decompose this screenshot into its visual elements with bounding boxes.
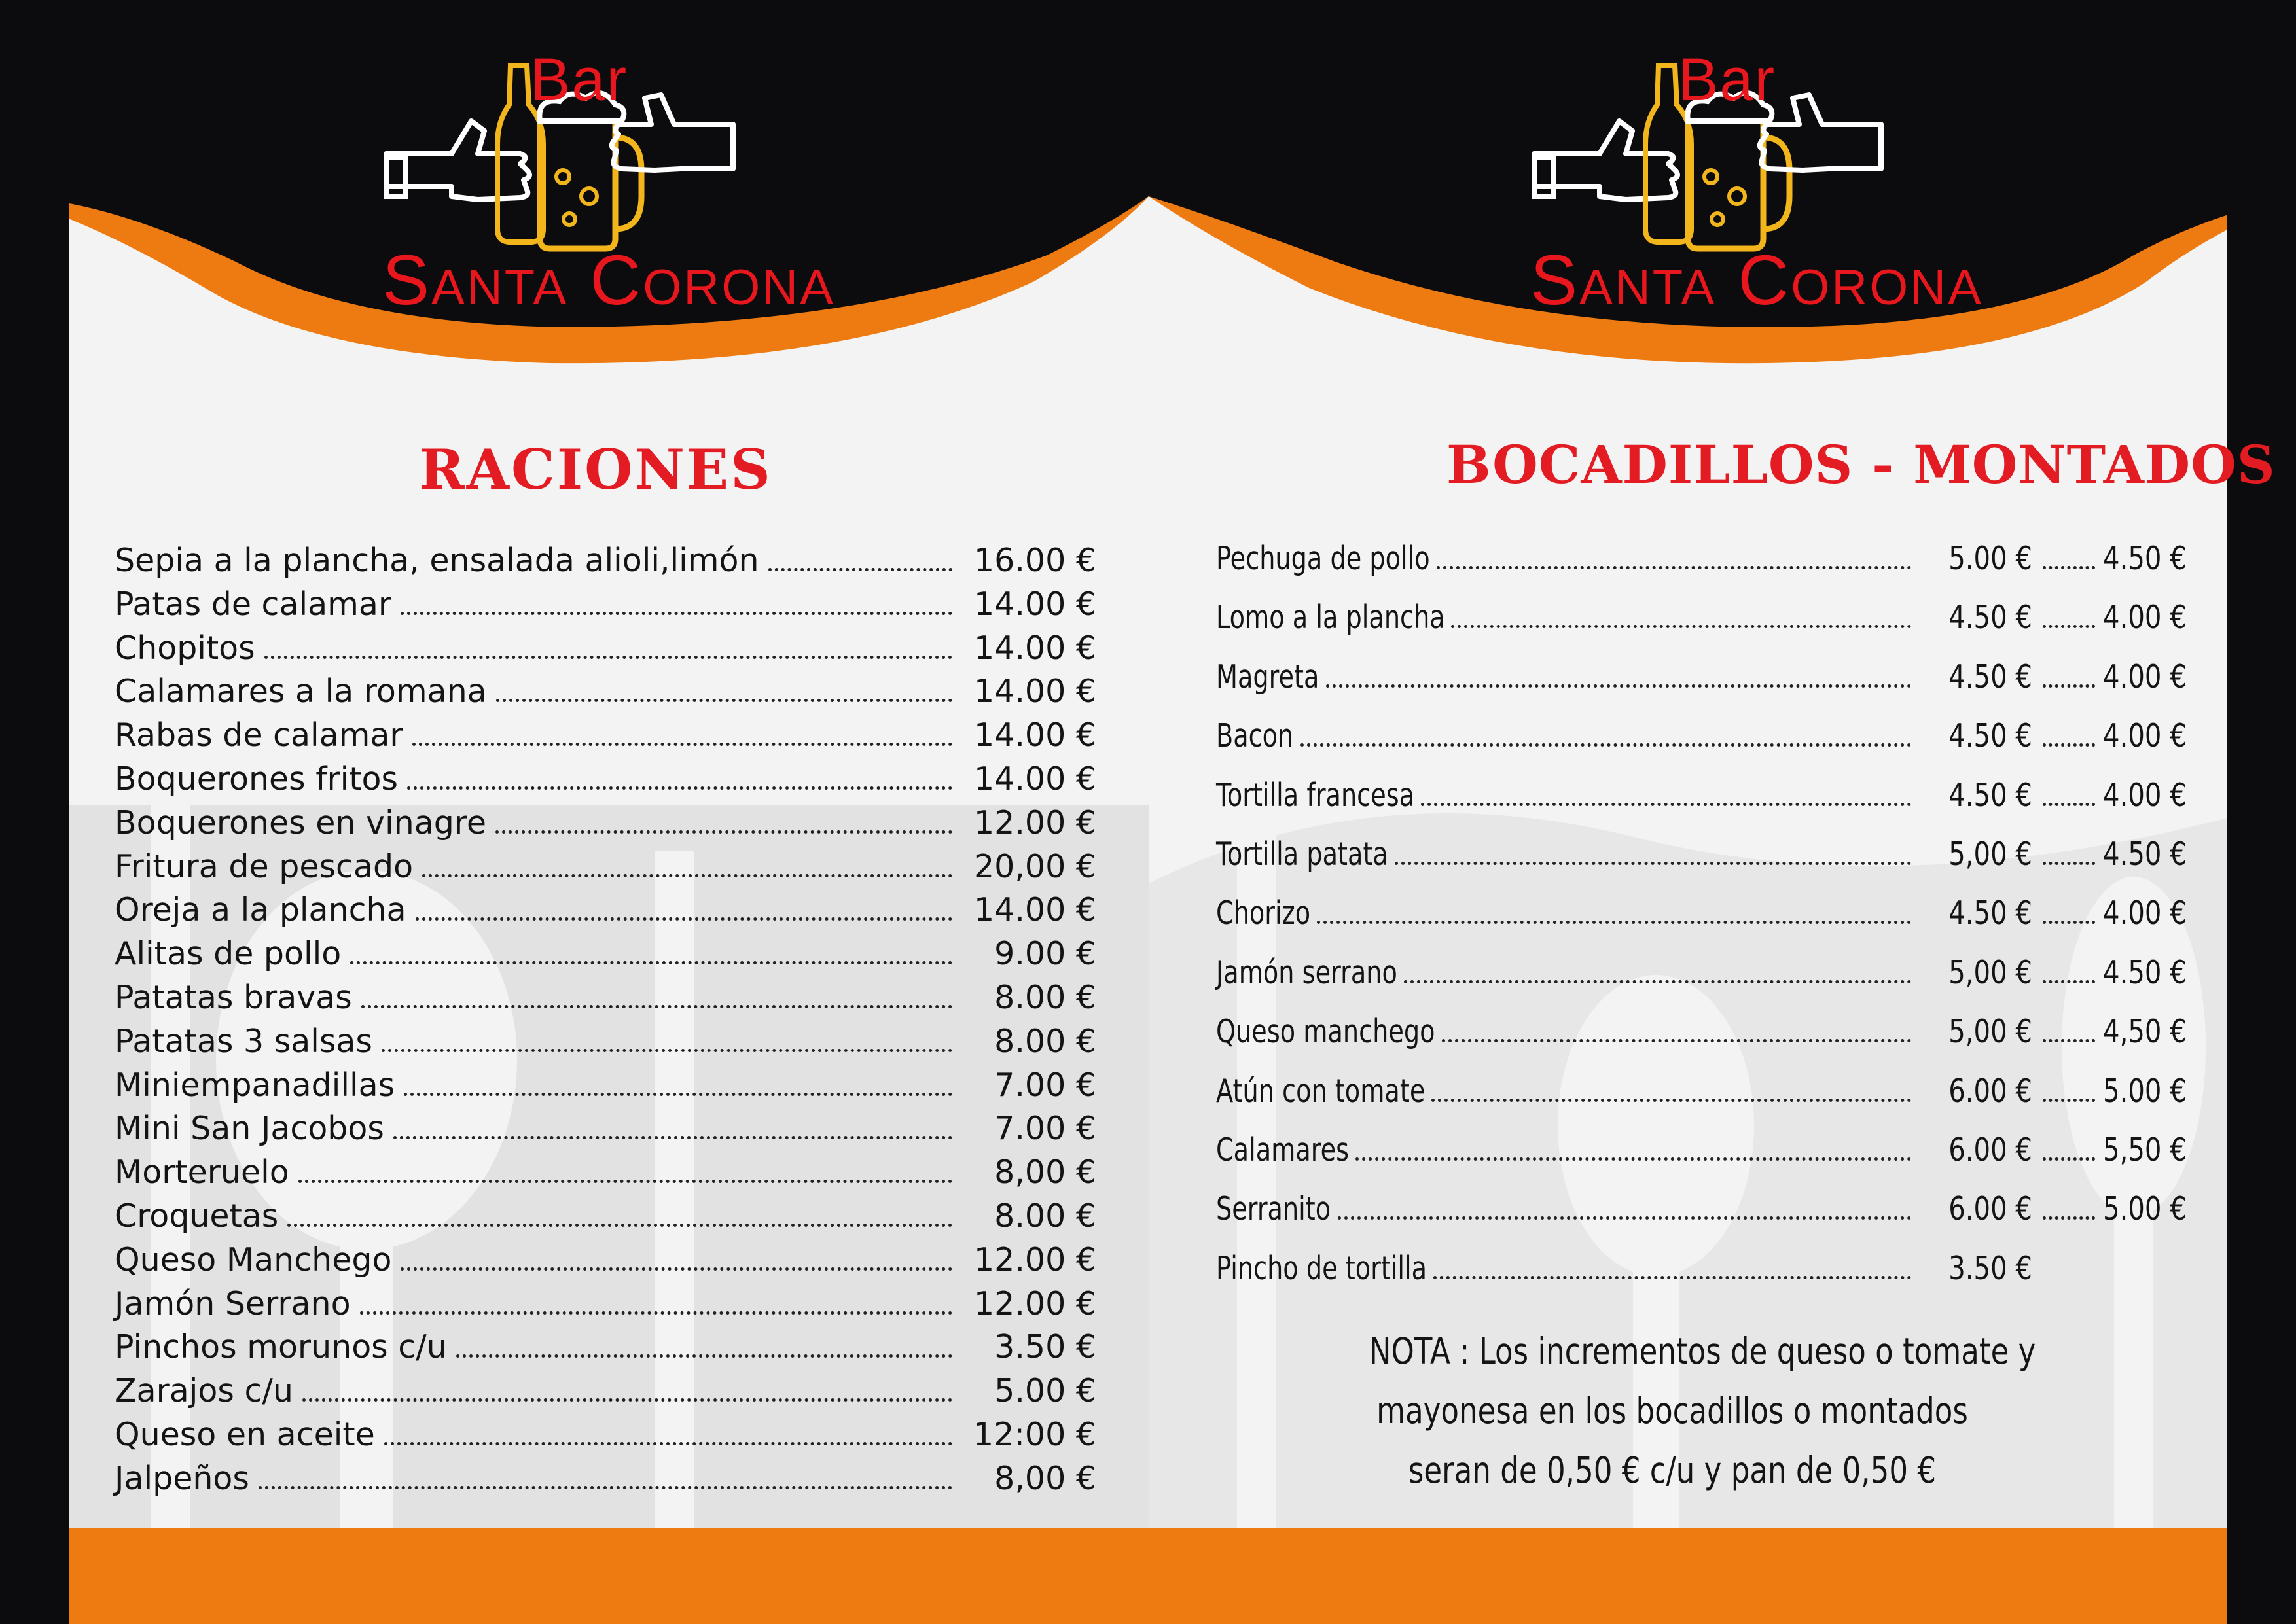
bar-logo-left	[380, 46, 835, 327]
dot-leader	[2043, 803, 2095, 806]
dot-leader	[1355, 1157, 1911, 1161]
dot-leader	[2043, 684, 2095, 688]
menu-item	[115, 1110, 1096, 1154]
bocadillo-price: 4.50 €	[1948, 776, 2032, 814]
dot-leader	[259, 1486, 952, 1489]
logo-bar-text: Bar	[530, 46, 628, 113]
sandwich-item: Bacon 4.50 € 4.00 €	[1216, 717, 2187, 755]
note-line: NOTA : Los incrementos de queso o tomate y	[1369, 1330, 2036, 1372]
item-price: 8.00 €	[994, 1022, 1096, 1060]
dot-leader	[393, 1136, 952, 1139]
menu-item	[115, 716, 1096, 760]
item-name: Queso Manchego	[115, 1241, 392, 1279]
item-name: Patatas bravas	[115, 978, 352, 1016]
dot-leader	[2043, 1099, 2095, 1102]
dot-leader	[1395, 862, 1911, 865]
bocadillo-price: 6.00 €	[1948, 1131, 2032, 1169]
dot-leader	[2043, 862, 2095, 865]
dot-leader	[2043, 1157, 2095, 1161]
menu-item	[115, 891, 1096, 935]
montado-price: 5.00 €	[2103, 1190, 2187, 1228]
dot-leader	[2043, 1039, 2095, 1042]
dot-leader	[456, 1354, 952, 1358]
montado-price: 4.00 €	[2103, 776, 2187, 814]
dot-leader	[1404, 980, 1911, 983]
bocadillo-price: 5,00 €	[1948, 1013, 2032, 1051]
menu-item	[115, 1197, 1096, 1241]
menu-item	[115, 1023, 1096, 1067]
dot-leader	[422, 874, 952, 877]
item-name: Miniempanadillas	[115, 1066, 395, 1104]
montado-price: 4.50 €	[2103, 953, 2187, 991]
item-name: Boquerones fritos	[115, 760, 398, 798]
bocadillo-price: 4.50 €	[1948, 894, 2032, 932]
item-price: 14.00 €	[973, 585, 1096, 623]
sandwich-item: Queso manchego 5,00 € 4,50 €	[1216, 1013, 2187, 1051]
item-price: 16.00 €	[973, 542, 1096, 579]
item-name: Jamón Serrano	[115, 1284, 351, 1322]
dot-leader	[2043, 566, 2095, 569]
item-price: 20,00 €	[973, 847, 1096, 885]
menu-item	[115, 760, 1096, 804]
item-price: 12:00 €	[973, 1415, 1096, 1453]
dot-leader	[1433, 1276, 1911, 1279]
dot-leader	[1338, 1216, 1912, 1220]
bocadillo-price: 6.00 €	[1948, 1190, 2032, 1228]
item-name: Morteruelo	[115, 1154, 289, 1192]
dot-leader	[361, 1005, 952, 1008]
bocadillo-price: 4.50 €	[1948, 658, 2032, 696]
menu-item	[115, 673, 1096, 716]
montado-price: 5,50 €	[2103, 1131, 2187, 1169]
logo-name-text: Santa Corona	[382, 240, 835, 319]
item-name: Zarajos c/u	[115, 1372, 293, 1410]
montado-price: 4.00 €	[2103, 599, 2187, 637]
item-price: 3.50 €	[994, 1328, 1096, 1366]
item-name: Boquerones en vinagre	[115, 803, 487, 841]
item-price: 8.00 €	[994, 978, 1096, 1016]
item-price: 8,00 €	[994, 1459, 1096, 1497]
bocadillo-price: 4.50 €	[1948, 599, 2032, 637]
item-name: Patas de calamar	[115, 585, 392, 623]
montado-price: 4.00 €	[2103, 717, 2187, 755]
menu-item	[115, 935, 1096, 979]
menu-item	[115, 1067, 1096, 1110]
item-name: Jalpeños	[115, 1459, 249, 1497]
sandwich-item: Lomo a la plancha 4.50 € 4.00 €	[1216, 599, 2187, 637]
item-price: 14.00 €	[973, 673, 1096, 711]
sandwich-item: Jamón serrano 5,00 € 4.50 €	[1216, 953, 2187, 991]
menu-item	[115, 586, 1096, 629]
menu-item	[115, 542, 1096, 586]
price-note	[1302, 1322, 2042, 1500]
item-price: 8.00 €	[994, 1197, 1096, 1235]
dot-leader	[2043, 625, 2095, 628]
dot-leader	[1421, 803, 1911, 806]
montado-price: 4,50 €	[2103, 1013, 2187, 1051]
item-price: 12.00 €	[973, 1241, 1096, 1279]
sandwich-item: Serranito 6.00 € 5.00 €	[1216, 1190, 2187, 1228]
item-name: Mini San Jacobos	[115, 1110, 384, 1148]
menu-item	[115, 979, 1096, 1023]
item-name: Patatas 3 salsas	[115, 1022, 372, 1060]
raciones-list	[115, 542, 1096, 1504]
item-name: Alitas de pollo	[115, 935, 342, 973]
dot-leader	[287, 1224, 952, 1227]
montado-price: 4.50 €	[2103, 835, 2187, 873]
raciones-title: RACIONES	[419, 437, 772, 502]
dot-leader	[1317, 921, 1911, 924]
item-price: 14.00 €	[973, 629, 1096, 667]
dot-leader	[2043, 980, 2095, 983]
bocadillo-price: 6.00 €	[1948, 1072, 2032, 1110]
dot-leader	[496, 699, 952, 702]
dot-leader	[360, 1311, 952, 1315]
item-name: Calamares a la romana	[115, 673, 487, 711]
item-price: 14.00 €	[973, 760, 1096, 798]
dot-leader	[1326, 684, 1911, 688]
sandwich-item: Tortilla patata 5,00 € 4.50 €	[1216, 835, 2187, 873]
sandwich-item: Magreta 4.50 € 4.00 €	[1216, 658, 2187, 696]
dot-leader	[264, 656, 952, 659]
dot-leader	[382, 1049, 952, 1052]
dot-leader	[298, 1180, 952, 1183]
sandwich-item: Calamares 6.00 € 5,50 €	[1216, 1131, 2187, 1169]
bocadillos-title: BOCADILLOS - MONTADOS	[1446, 434, 2276, 495]
note-line: mayonesa en los bocadillos o montados	[1376, 1390, 1968, 1432]
item-price: 7.00 €	[994, 1110, 1096, 1148]
dot-leader	[404, 1093, 952, 1096]
menu-item	[115, 629, 1096, 673]
item-name: Sepia a la plancha, ensalada alioli,limón	[115, 542, 759, 579]
bar-logo-right	[1528, 46, 1983, 327]
item-name: Pinchos morunos c/u	[115, 1328, 447, 1366]
dot-leader	[302, 1398, 952, 1402]
dot-leader	[1437, 566, 1911, 569]
bocadillo-price: 3.50 €	[1948, 1249, 2032, 1287]
dot-leader	[768, 568, 953, 571]
menu-item	[115, 1241, 1096, 1285]
dot-leader	[1431, 1099, 1911, 1102]
item-name: Fritura de pescado	[115, 847, 414, 885]
menu-item	[115, 1154, 1096, 1197]
menu-item	[115, 1328, 1096, 1372]
logo-bar-text: Bar	[1678, 46, 1776, 113]
item-name: Queso en aceite	[115, 1415, 375, 1453]
dot-leader	[350, 961, 952, 964]
sandwich-item: Chorizo 4.50 € 4.00 €	[1216, 894, 2187, 932]
sandwich-item: Atún con tomate 6.00 € 5.00 €	[1216, 1072, 2187, 1110]
dot-leader	[2043, 1216, 2095, 1220]
item-price: 12.00 €	[973, 803, 1096, 841]
bocadillo-price: 5,00 €	[1948, 835, 2032, 873]
menu-item	[115, 1285, 1096, 1329]
bocadillos-list	[1216, 540, 2198, 1309]
montado-price: 4.00 €	[2103, 658, 2187, 696]
menu-item	[115, 1416, 1096, 1460]
item-name: Croquetas	[115, 1197, 279, 1235]
dot-leader	[384, 1442, 952, 1445]
dot-leader	[1451, 625, 1911, 628]
dot-leader	[2043, 743, 2095, 747]
item-name: Chopitos	[115, 629, 255, 667]
dot-leader	[416, 917, 952, 921]
bocadillo-price: 5,00 €	[1948, 953, 2032, 991]
sandwich-item: Tortilla francesa 4.50 € 4.00 €	[1216, 776, 2187, 814]
bocadillo-price: 4.50 €	[1948, 717, 2032, 755]
menu-item	[115, 848, 1096, 892]
item-name: Rabas de calamar	[115, 716, 403, 754]
dot-leader	[1442, 1039, 1911, 1042]
dot-leader	[495, 830, 952, 834]
montado-price: 4.00 €	[2103, 894, 2187, 932]
item-price: 14.00 €	[973, 716, 1096, 754]
montado-price: 4.50 €	[2103, 540, 2187, 577]
menu-item	[115, 804, 1096, 848]
item-price: 12.00 €	[973, 1284, 1096, 1322]
dot-leader	[401, 1267, 952, 1271]
item-price: 9.00 €	[994, 935, 1096, 973]
bocadillo-price: 5.00 €	[1948, 540, 2032, 577]
note-line: seran de 0,50 € c/u y pan de 0,50 €	[1408, 1449, 1937, 1491]
item-price: 7.00 €	[994, 1066, 1096, 1104]
item-price: 14.00 €	[973, 891, 1096, 929]
logo-name-text: Santa Corona	[1530, 240, 1983, 319]
montado-price: 5.00 €	[2103, 1072, 2187, 1110]
item-name: Oreja a la plancha	[115, 891, 406, 929]
item-price: 5.00 €	[994, 1372, 1096, 1410]
dot-leader	[2043, 921, 2095, 924]
menu-item	[115, 1460, 1096, 1504]
sandwich-item: Pincho de tortilla 3.50 €	[1216, 1249, 2032, 1287]
dot-leader	[412, 743, 952, 746]
dot-leader	[401, 612, 952, 615]
menu-item	[115, 1372, 1096, 1416]
dot-leader	[1300, 743, 1911, 747]
dot-leader	[407, 786, 952, 790]
item-price: 8,00 €	[994, 1154, 1096, 1192]
sandwich-item: Pechuga de pollo 5.00 € 4.50 €	[1216, 540, 2187, 577]
